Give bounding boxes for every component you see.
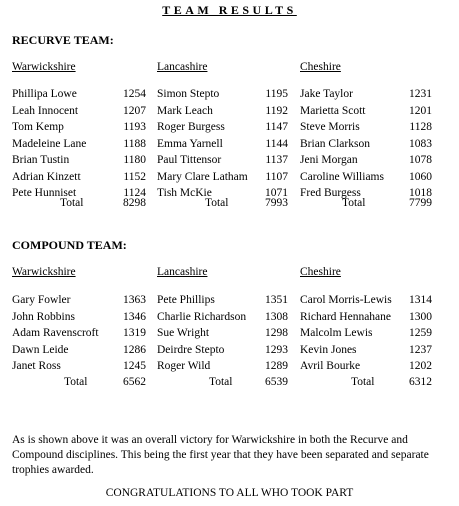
- archer-score: 1202: [409, 360, 432, 372]
- compound-lancashire-total: [209, 376, 288, 392]
- list-item: [157, 119, 288, 136]
- archer-name: John Robbins: [12, 310, 75, 323]
- list-item: [157, 103, 288, 120]
- recurve-warwickshire-heading: Warwickshire: [12, 61, 76, 73]
- archer-score: 1083: [409, 137, 432, 150]
- archer-name: Carol Morris-Lewis: [300, 294, 392, 306]
- list-item: [157, 358, 288, 375]
- list-item: [12, 86, 146, 103]
- archer-score: 1078: [409, 154, 432, 166]
- list-item: [300, 152, 432, 169]
- list-item: [157, 86, 288, 103]
- archer-name: Mark Leach: [157, 104, 213, 117]
- archer-score: 1314: [409, 294, 432, 306]
- congratulations-text: CONGRATULATIONS TO ALL WHO TOOK PART: [105, 487, 354, 499]
- list-item: [12, 309, 146, 326]
- total-label: Total: [351, 376, 375, 388]
- list-item: [300, 325, 432, 342]
- list-item: [300, 103, 432, 120]
- archer-name: Leah Innocent: [12, 104, 79, 117]
- archer-score: 1319: [123, 327, 146, 339]
- archer-score: 1128: [409, 121, 432, 133]
- compound-lancashire-heading: Lancashire: [157, 266, 208, 278]
- archer-name: Mary Clare Latham: [157, 170, 248, 183]
- list-item: [300, 86, 432, 103]
- list-item: [157, 325, 288, 342]
- archer-score: 1188: [123, 137, 146, 150]
- recurve-cheshire-heading: Cheshire: [300, 61, 341, 73]
- total-label: Total: [342, 197, 366, 209]
- recurve-heading: RECURVE TEAM:: [12, 33, 114, 47]
- archer-score: 1195: [265, 88, 288, 100]
- archer-name: Caroline Williams: [300, 170, 384, 183]
- recurve-lancashire-heading: Lancashire: [157, 61, 208, 73]
- list-item: [157, 152, 288, 169]
- archer-name: Gary Fowler: [12, 294, 71, 306]
- total-value: 7993: [265, 197, 288, 209]
- archer-name: Charlie Richardson: [157, 310, 247, 323]
- recurve-cheshire-total: [342, 197, 432, 213]
- list-item: [12, 325, 146, 342]
- total-value: 8298: [123, 197, 146, 209]
- archer-score: 1351: [265, 294, 288, 306]
- recurve-lancashire-total: [205, 197, 288, 213]
- archer-name: Adrian Kinzett: [12, 170, 81, 183]
- archer-name: Madeleine Lane: [12, 137, 87, 150]
- archer-score: 1071: [265, 187, 288, 199]
- archer-score: 1293: [265, 343, 288, 356]
- archer-score: 1245: [123, 360, 146, 372]
- recurve-cheshire-list: [300, 86, 432, 202]
- archer-score: 1207: [123, 104, 146, 117]
- list-item: [300, 119, 432, 136]
- recurve-lancashire-list: [157, 86, 288, 202]
- archer-score: 1147: [265, 121, 288, 133]
- archer-name: Fred Burgess: [300, 187, 361, 199]
- archer-score: 1193: [123, 121, 146, 133]
- archer-score: 1259: [409, 327, 432, 339]
- total-label: Total: [60, 197, 84, 209]
- archer-score: 1300: [409, 310, 432, 323]
- list-item: [12, 292, 146, 309]
- archer-name: Tom Kemp: [12, 121, 64, 133]
- archer-score: 1254: [123, 88, 146, 100]
- archer-name: Dawn Leide: [12, 343, 69, 356]
- archer-score: 1289: [265, 360, 288, 372]
- archer-name: Brian Clarkson: [300, 137, 370, 150]
- list-item: [300, 169, 432, 186]
- list-item: [300, 136, 432, 153]
- list-item: [12, 152, 146, 169]
- archer-score: 1201: [409, 104, 432, 117]
- archer-score: 1298: [265, 327, 288, 339]
- archer-name: Avril Bourke: [300, 360, 361, 372]
- page-title: TEAM RESULTS: [162, 3, 297, 17]
- total-label: Total: [205, 197, 229, 209]
- list-item: [300, 342, 432, 359]
- archer-name: Jeni Morgan: [300, 154, 358, 166]
- archer-name: Jake Taylor: [300, 88, 353, 100]
- archer-name: Simon Stepto: [157, 88, 220, 100]
- compound-heading: COMPOUND TEAM:: [12, 238, 127, 252]
- total-value: 6562: [123, 376, 146, 388]
- archer-score: 1152: [123, 170, 146, 183]
- archer-name: Steve Morris: [300, 121, 360, 133]
- archer-score: 1107: [265, 170, 288, 183]
- total-value: 7799: [409, 197, 432, 209]
- archer-score: 1192: [265, 104, 288, 117]
- list-item: [300, 309, 432, 326]
- archer-score: 1308: [265, 310, 288, 323]
- archer-score: 1018: [409, 187, 432, 199]
- compound-cheshire-total: [351, 376, 432, 392]
- list-item: [157, 292, 288, 309]
- list-item: [157, 169, 288, 186]
- archer-score: 1346: [123, 310, 146, 323]
- archer-score: 1124: [123, 187, 146, 199]
- list-item: [157, 309, 288, 326]
- archer-name: Paul Tittensor: [157, 154, 222, 166]
- compound-warwickshire-heading: Warwickshire: [12, 266, 76, 278]
- list-item: [12, 103, 146, 120]
- archer-score: 1137: [265, 154, 288, 166]
- archer-name: Richard Hennahane: [300, 310, 392, 323]
- archer-score: 1144: [265, 137, 288, 150]
- archer-name: Roger Wild: [157, 360, 211, 372]
- summary-paragraph: As is shown above it was an overall victory for Warwickshire in both the Recurve and Compound disciplines. This being the first year that they have been separated and separate trophies awarded.: [12, 434, 429, 476]
- list-item: [300, 358, 432, 375]
- archer-score: 1363: [123, 294, 146, 306]
- list-item: [157, 342, 288, 359]
- archer-name: Marietta Scott: [300, 104, 366, 117]
- archer-name: Adam Ravenscroft: [12, 327, 99, 339]
- archer-name: Brian Tustin: [12, 154, 70, 166]
- list-item: [157, 136, 288, 153]
- compound-warwickshire-total: [64, 376, 146, 392]
- archer-score: 1231: [409, 88, 432, 100]
- total-value: 6312: [409, 376, 432, 388]
- archer-name: Janet Ross: [12, 360, 61, 372]
- archer-score: 1237: [409, 343, 432, 356]
- total-value: 6539: [265, 376, 288, 388]
- total-label: Total: [209, 376, 233, 388]
- total-label: Total: [64, 376, 88, 388]
- archer-name: Pete Hunniset: [12, 187, 77, 199]
- archer-score: 1286: [123, 343, 146, 356]
- compound-cheshire-heading: Cheshire: [300, 266, 341, 278]
- list-item: [12, 342, 146, 359]
- compound-cheshire-list: [300, 292, 432, 375]
- archer-name: Pete Phillips: [157, 294, 215, 306]
- compound-lancashire-list: [157, 292, 288, 375]
- archer-name: Malcolm Lewis: [300, 327, 373, 339]
- list-item: [12, 169, 146, 186]
- compound-warwickshire-list: [12, 292, 146, 375]
- list-item: [12, 136, 146, 153]
- recurve-warwickshire-total: [60, 197, 146, 213]
- list-item: [12, 119, 146, 136]
- archer-score: 1060: [409, 170, 432, 183]
- archer-name: Tish McKie: [157, 187, 212, 199]
- list-item: [12, 358, 146, 375]
- archer-name: Kevin Jones: [300, 343, 357, 356]
- archer-name: Sue Wright: [157, 327, 210, 339]
- archer-name: Phillipa Lowe: [12, 88, 77, 100]
- archer-name: Deirdre Stepto: [157, 343, 225, 356]
- recurve-warwickshire-list: [12, 86, 146, 202]
- list-item: [300, 292, 432, 309]
- archer-score: 1180: [123, 154, 146, 166]
- archer-name: Emma Yarnell: [157, 137, 223, 150]
- archer-name: Roger Burgess: [157, 121, 225, 133]
